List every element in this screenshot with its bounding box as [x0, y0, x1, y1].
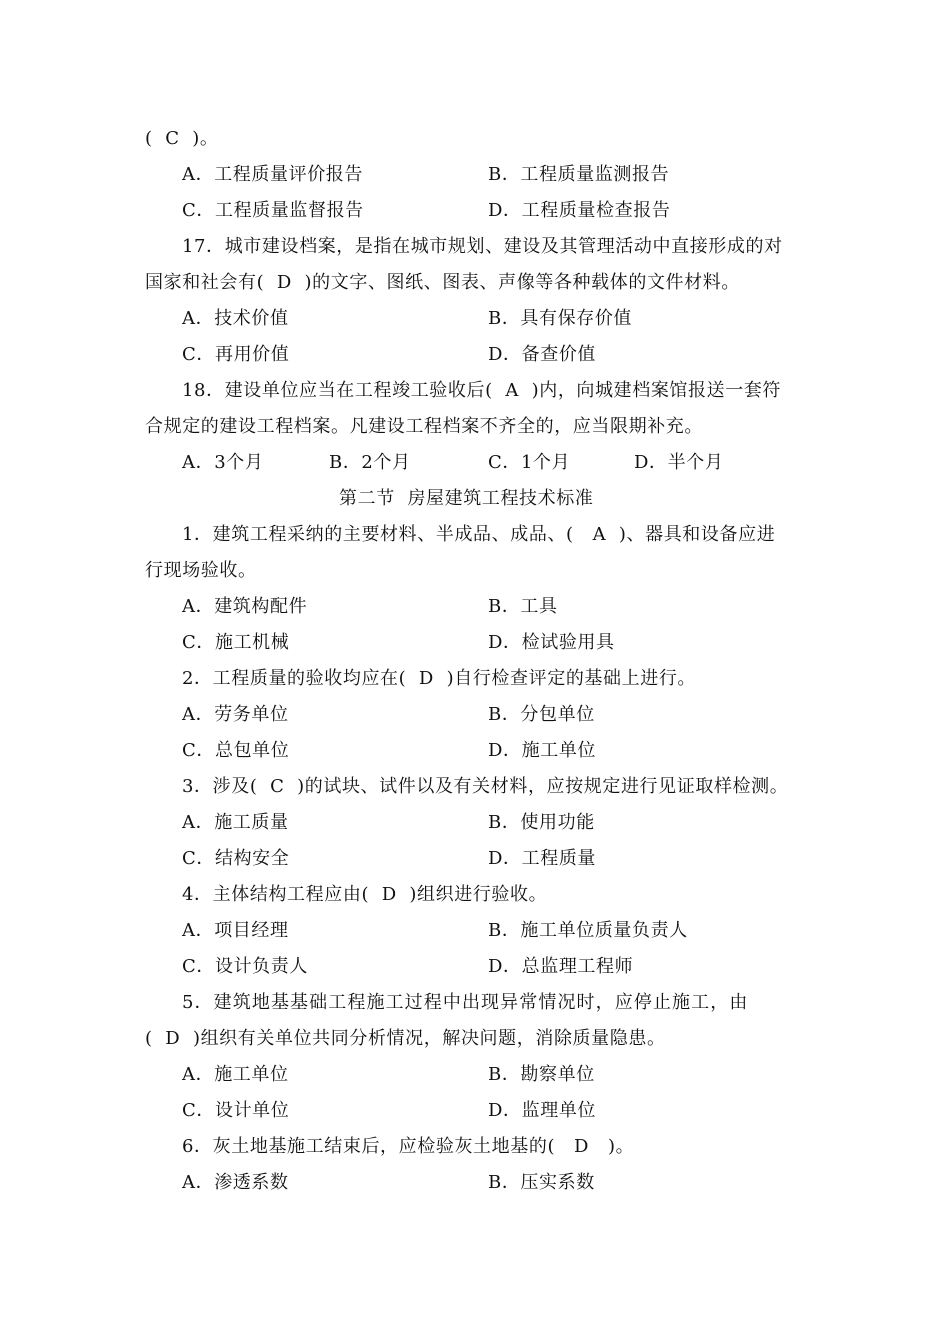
question-5-line-1: 5．建筑地基基础工程施工过程中出现异常情况时，应停止施工，由	[182, 992, 749, 1013]
question-17-line-1: 17．城市建设档案，是指在城市规划、建设及其管理活动中直接形成的对	[182, 236, 783, 257]
question-1-line-1: 1．建筑工程采纳的主要材料、半成品、成品、( A )、器具和设备应进	[182, 524, 776, 545]
question-6: 6．灰土地基施工结束后，应检验灰土地基的( D )。	[182, 1136, 635, 1157]
question-18-line-2: 合规定的建设工程档案。凡建设工程档案不齐全的，应当限期补充。	[145, 416, 703, 437]
option-b: B．具有保存价值	[488, 308, 633, 329]
option-a: A．技术价值	[182, 308, 289, 329]
option-d: D．工程质量检查报告	[488, 200, 671, 221]
section-heading: 第二节 房屋建筑工程技术标准	[339, 488, 594, 509]
question-continuation: ( C )。	[145, 128, 219, 149]
question-1-line-2: 行现场验收。	[145, 560, 257, 581]
option-c: C．总包单位	[182, 740, 290, 761]
option-a: A．劳务单位	[182, 704, 289, 725]
question-17-line-2: 国家和社会有( D )的文字、图纸、图表、声像等各种载体的文件材料。	[145, 272, 740, 293]
option-b: B．施工单位质量负责人	[488, 920, 688, 941]
option-a: A．施工质量	[182, 812, 289, 833]
option-a: A．渗透系数	[182, 1172, 289, 1193]
option-c: C．1个月	[488, 452, 571, 473]
option-d: D．施工单位	[488, 740, 597, 761]
option-a: A．建筑构配件	[182, 596, 308, 617]
option-b: B．2个月	[329, 452, 411, 473]
option-a: A．项目经理	[182, 920, 289, 941]
option-b: B．勘察单位	[488, 1064, 595, 1085]
option-b: B．工程质量监测报告	[488, 164, 670, 185]
option-b: B．工具	[488, 596, 558, 617]
option-d: D．半个月	[634, 452, 724, 473]
option-b: B．分包单位	[488, 704, 595, 725]
option-d: D．工程质量	[488, 848, 597, 869]
option-c: C．再用价值	[182, 344, 290, 365]
option-d: D．检试验用具	[488, 632, 615, 653]
option-c: C．设计负责人	[182, 956, 308, 977]
option-a: A．3个月	[182, 452, 264, 473]
option-b: B．使用功能	[488, 812, 595, 833]
question-2: 2．工程质量的验收均应在( D )自行检查评定的基础上进行。	[182, 668, 697, 689]
option-b: B．压实系数	[488, 1172, 595, 1193]
option-a: A．施工单位	[182, 1064, 289, 1085]
option-c: C．设计单位	[182, 1100, 290, 1121]
question-3: 3．涉及( C )的试块、试件以及有关材料，应按规定进行见证取样检测。	[182, 776, 789, 797]
question-18-line-1: 18．建设单位应当在工程竣工验收后( A )内，向城建档案馆报送一套符	[182, 380, 782, 401]
question-4: 4．主体结构工程应由( D )组织进行验收。	[182, 884, 548, 905]
option-d: D．监理单位	[488, 1100, 597, 1121]
option-c: C．工程质量监督报告	[182, 200, 364, 221]
option-c: C．结构安全	[182, 848, 290, 869]
option-d: D．总监理工程师	[488, 956, 634, 977]
option-a: A．工程质量评价报告	[182, 164, 363, 185]
question-5-line-2: ( D )组织有关单位共同分析情况，解决问题，消除质量隐患。	[145, 1028, 666, 1049]
option-c: C．施工机械	[182, 632, 290, 653]
option-d: D．备查价值	[488, 344, 597, 365]
